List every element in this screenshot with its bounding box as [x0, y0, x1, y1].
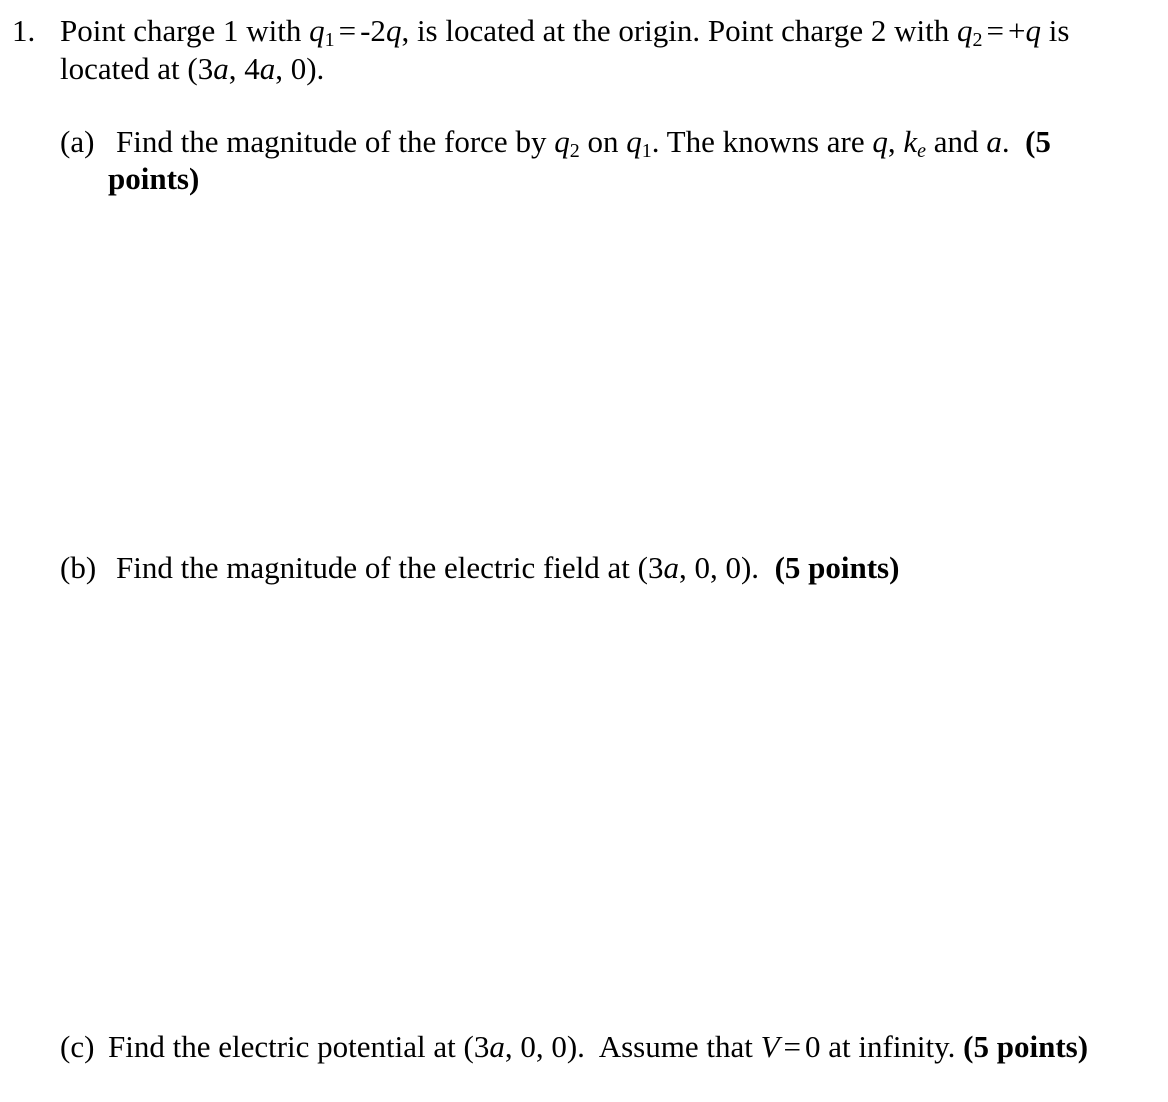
part-b-label: (b) [60, 550, 97, 585]
text: , 4 [228, 51, 260, 86]
text: , 0, 0). Assume that [504, 1029, 761, 1064]
subscript: 2 [569, 140, 580, 162]
text: , 0). [275, 51, 325, 86]
text: 0 at infinity. [805, 1029, 964, 1064]
problem-statement-line2 [60, 50, 324, 88]
var-a: a [259, 51, 276, 86]
subscript: 1 [641, 140, 652, 162]
var-k: k [903, 124, 918, 159]
equals-sign: = [338, 13, 357, 48]
var-a: a [489, 1029, 505, 1064]
var-q: q [554, 124, 570, 159]
var-a: a [663, 550, 679, 585]
text: Find the electric potential at (3 [108, 1029, 490, 1064]
text: Point charge 1 with [60, 13, 310, 48]
text: , 0, 0). [678, 550, 775, 585]
points-label: (5 points) [774, 550, 900, 585]
part-b-question [116, 549, 899, 587]
text: is [1041, 13, 1070, 48]
part-c-question [108, 1028, 1088, 1066]
part-c-label: (c) [60, 1029, 95, 1064]
text: Find the magnitude of the electric field at (3 [116, 550, 664, 585]
part-a-points-continued [108, 160, 199, 198]
points-label: (5 points) [963, 1029, 1089, 1064]
part-a-question [116, 123, 1051, 161]
var-q: q [385, 13, 402, 48]
text: . The knowns are [651, 124, 873, 159]
text: , is located at the origin. Point charge 2 with [401, 13, 958, 48]
subscript: 1 [324, 29, 335, 51]
text: -2 [360, 13, 386, 48]
text: located at (3 [60, 51, 214, 86]
var-v: V [760, 1029, 780, 1064]
var-q: q [957, 13, 973, 48]
var-q: q [309, 13, 325, 48]
part-a-label: (a) [60, 124, 95, 159]
text: on [579, 124, 627, 159]
var-q: q [1025, 13, 1041, 48]
var-a: a [986, 124, 1002, 159]
text: . [1001, 124, 1026, 159]
points-label: points) [108, 161, 200, 196]
points-label: (5 [1025, 124, 1051, 159]
problem-number: 1. [12, 13, 36, 48]
var-q: q [872, 124, 888, 159]
text: + [1008, 13, 1026, 48]
text: Find the magnitude of the force by [116, 124, 555, 159]
var-q: q [626, 124, 642, 159]
problem-statement-line1 [60, 12, 1069, 50]
subscript: e [917, 140, 927, 162]
text: , [887, 124, 904, 159]
subscript: 2 [972, 29, 983, 51]
equals-sign: = [783, 1029, 802, 1064]
equals-sign: = [986, 13, 1005, 48]
var-a: a [213, 51, 229, 86]
text: and [926, 124, 987, 159]
